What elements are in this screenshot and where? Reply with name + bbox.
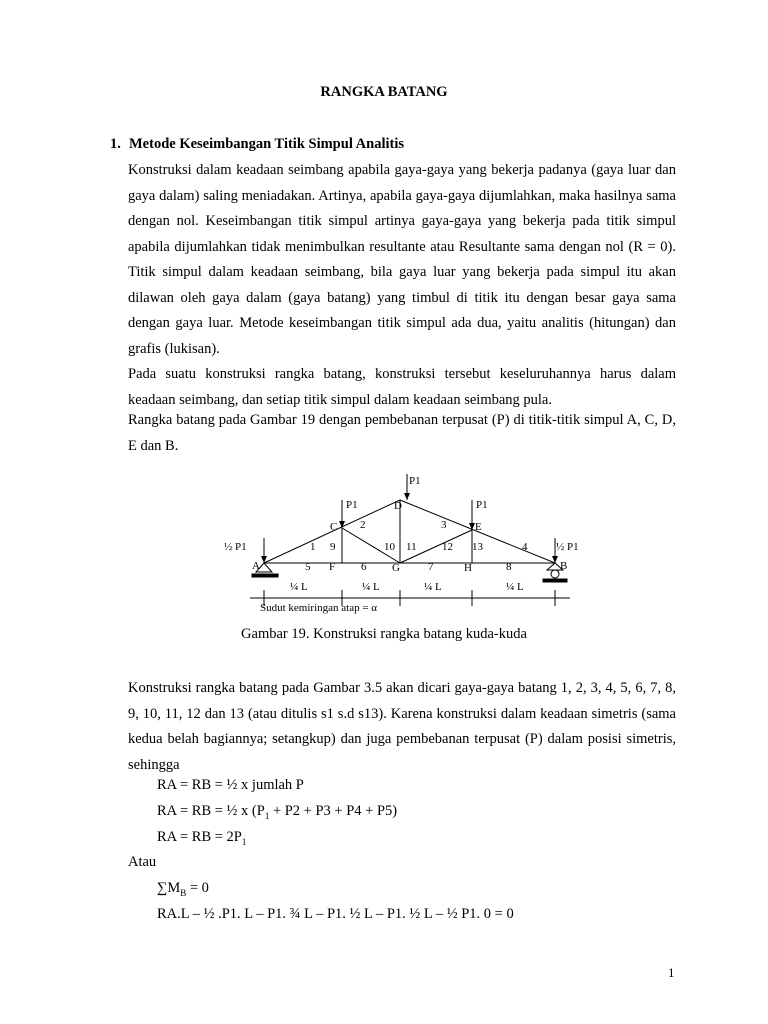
slope-note: Sudut kemiringan atap = α bbox=[260, 602, 378, 614]
node-label-a: A bbox=[252, 560, 260, 572]
paragraph-truss-balance: Pada suatu konstruksi rangka batang, konstruksi tersebut keseluruhannya harus dalam keadaan seimbang, dan setiap titik simpul dalam keadaan seimbang pula. bbox=[128, 366, 676, 408]
member-label-4: 4 bbox=[522, 541, 528, 553]
span-label-3: ¼ L bbox=[424, 581, 442, 593]
section-heading-text: Metode Keseimbangan Titik Simpul Analitis bbox=[129, 136, 405, 152]
figure-caption: Gambar 19. Konstruksi rangka batang kuda-kuda bbox=[241, 626, 527, 642]
page-number: 1 bbox=[668, 965, 675, 980]
member-label-12: 12 bbox=[442, 541, 453, 553]
section-heading bbox=[110, 136, 404, 153]
node-label-d: D bbox=[394, 500, 402, 512]
member-label-10: 10 bbox=[384, 541, 395, 553]
node-label-e: E bbox=[475, 521, 482, 533]
member-label-1: 1 bbox=[310, 541, 316, 553]
paragraph-equilibrium: Konstruksi dalam keadaan seimbang apabila gaya-gaya yang bekerja padanya (gaya luar dan gaya dalam) saling meniadakan. Artinya, apabila gaya-gaya dijumlahkan, maka hasilnya sama dengan nol. Keseimbangan titik simpul artinya gaya-gaya yang bekerja pada titik simpul apabila dijumlahkan tidak menimbulkan resultante atau Resultante sama dengan nol (R = 0). Titik simpul dalam keadaan seimbang, bila gaya luar yang bekerja pada simpul itu akan dilawan oleh gaya dalam (gaya batang) yang timbul di titik itu dengan besar gaya sama dengan gaya luar. Metode keseimbangan titik simpul ada dua, yaitu analitis (hitungan) dan grafis (lukisan). bbox=[128, 162, 676, 357]
node-label-f: F bbox=[329, 561, 336, 573]
load-label-right: P1 bbox=[476, 499, 488, 511]
text-atau: Atau bbox=[128, 854, 157, 870]
equation-moment-expansion: RA.L – ½ .P1. L – P1. ¾ L – P1. ½ L – P1. ½ L – ½ P1. 0 = 0 bbox=[157, 906, 514, 922]
truss-diagram bbox=[210, 468, 580, 618]
load-label-center: P1 bbox=[409, 475, 421, 487]
equation-ra-rb-result: RA = RB = $2P_1$ bbox=[157, 829, 247, 847]
member-label-11: 11 bbox=[406, 541, 417, 553]
node-label-h: H bbox=[464, 562, 472, 574]
member-label-8: 8 bbox=[506, 561, 512, 573]
section-number: 1. bbox=[110, 136, 121, 152]
node-label-g: G bbox=[392, 562, 400, 574]
page-title: RANGKA BATANG bbox=[320, 84, 448, 100]
node-label-c: C bbox=[330, 521, 338, 533]
paragraph-analysis: Konstruksi rangka batang pada Gambar 3.5 akan dicari gaya-gaya batang 1, 2, 3, 4, 5, 6, 7, 8, 9, 10, 11, 12 dan 13 (atau ditulis s1 s.d s13). Karena konstruksi dalam keadaan simetris (sama kedua belah bagiannya; setangkup) dan juga pembebanan terpusat (P) dalam posisi simetris, sehingga bbox=[128, 680, 676, 773]
node-label-b: B bbox=[560, 560, 568, 572]
member-label-3: 3 bbox=[441, 519, 447, 531]
load-label-right-end: ½ P1 bbox=[556, 541, 579, 553]
equation-moment-sum: $\sum M_B = 0$ bbox=[157, 880, 209, 898]
member-label-9: 9 bbox=[330, 541, 336, 553]
equation-ra-rb-sum: RA = RB = ½ x $(P_1 + P2 + P3 + P4 + P5)$ bbox=[157, 803, 398, 821]
span-label-1: ¼ L bbox=[290, 581, 308, 593]
member-label-13: 13 bbox=[472, 541, 483, 553]
load-label-left-end: ½ P1 bbox=[224, 541, 247, 553]
member-label-6: 6 bbox=[361, 561, 367, 573]
equation-ra-rb-half: RA = RB = ½ x jumlah P bbox=[157, 777, 304, 793]
member-label-2: 2 bbox=[360, 519, 366, 531]
span-label-4: ¼ L bbox=[506, 581, 524, 593]
load-label-left: P1 bbox=[346, 499, 358, 511]
member-label-7: 7 bbox=[428, 561, 434, 573]
member-label-5: 5 bbox=[305, 561, 311, 573]
span-label-2: ¼ L bbox=[362, 581, 380, 593]
paragraph-figure-intro: Rangka batang pada Gambar 19 dengan pembebanan terpusat (P) di titik-titik simpul A, C, D, E dan B. bbox=[128, 412, 676, 454]
